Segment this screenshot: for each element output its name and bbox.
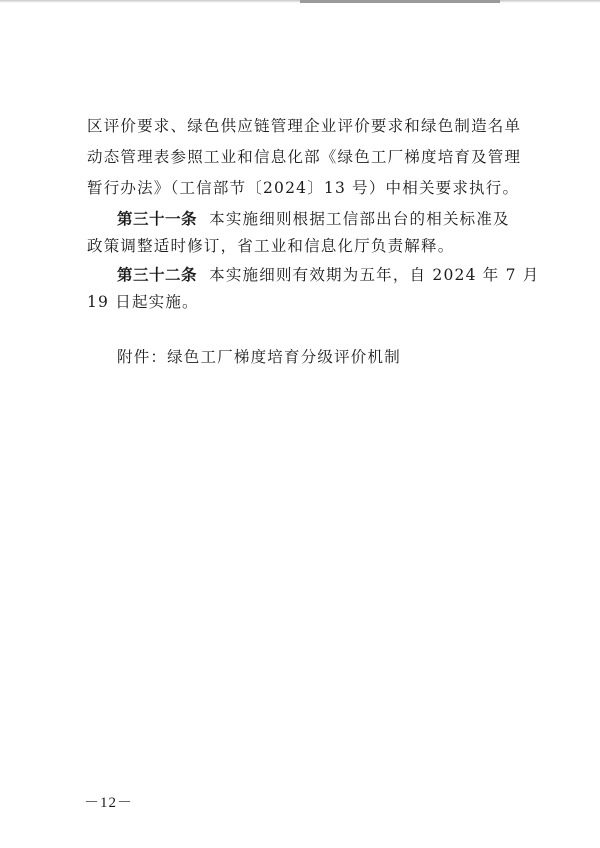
scan-top-mark [300, 0, 500, 3]
article-31-line-2: 政策调整适时修订，省工业和信息化厅负责解释。 [87, 237, 455, 255]
article-32-line-1 [117, 265, 539, 285]
article-31-label: 第三十一条 [117, 210, 198, 228]
paragraph-continuation-line-1: 区评价要求、绿色供应链管理企业评价要求和绿色制造名单 [87, 117, 522, 135]
article-32-text-1: 本实施细则有效期为五年，自 2024 年 7 月 [209, 266, 540, 284]
paragraph-continuation-line-3: 暂行办法》（工信部节〔2024〕13 号）中相关要求执行。 [87, 179, 520, 197]
page-number: －12－ [84, 795, 134, 811]
article-31-text-1: 本实施细则根据工信部出台的相关标准及 [209, 210, 510, 228]
attachment-line: 附件：绿色工厂梯度培育分级评价机制 [117, 348, 401, 366]
paragraph-continuation-line-2: 动态管理表参照工业和信息化部《绿色工厂梯度培育及管理 [87, 148, 522, 166]
article-31-line-1 [117, 209, 510, 229]
article-32-line-2: 19 日起实施。 [87, 293, 199, 311]
article-32-label: 第三十二条 [117, 266, 198, 284]
